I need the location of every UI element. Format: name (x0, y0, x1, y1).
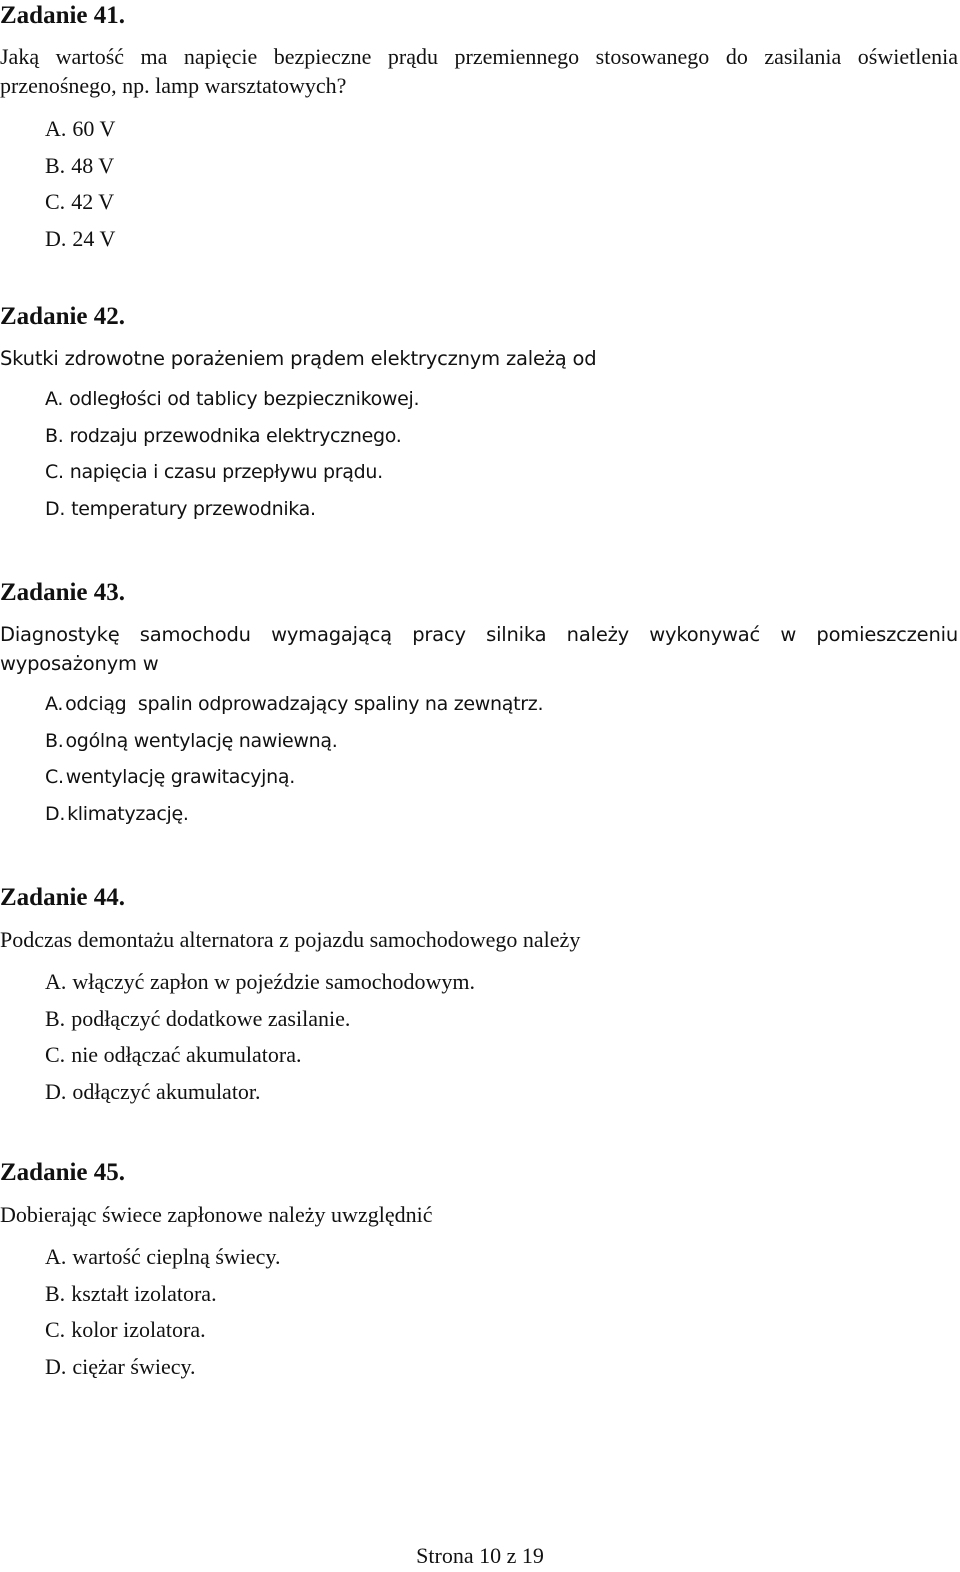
answer-letter: C. (45, 1317, 66, 1343)
answer-text: ciężar świecy. (72, 1353, 196, 1379)
answer-letter: C. (45, 461, 64, 484)
answer-option-b (45, 1006, 958, 1043)
answer-text: temperatury przewodnika. (71, 497, 316, 520)
answer-text: klimatyzację. (67, 802, 189, 825)
answer-option-d (45, 498, 958, 535)
answer-option-d (45, 226, 958, 263)
answer-text: ogólną wentylację nawiewną. (65, 729, 338, 752)
answer-text: 42 V (71, 189, 115, 215)
task-question: Diagnostykę samochodu wymagającą pracy silnika należy wykonywać w pomieszczeniu wyposażonym w (0, 623, 958, 675)
answer-text: kolor izolatora. (71, 1317, 206, 1343)
answer-option-a (45, 969, 958, 1006)
answer-list (45, 388, 958, 534)
answer-letter: C. (45, 766, 64, 789)
task-title: Zadanie 45. (0, 1159, 126, 1186)
answer-letter: B. (45, 152, 66, 178)
answer-letter: C. (45, 1042, 66, 1068)
answer-text: podłączyć dodatkowe zasilanie. (71, 1005, 351, 1031)
task-question: Podczas demontażu alternatora z pojazdu samochodowego należy (0, 927, 581, 952)
page-number: Strona 10 z 19 (416, 1543, 544, 1568)
answer-option-c (45, 461, 958, 498)
answer-option-d (45, 803, 958, 840)
answer-letter: D. (45, 1353, 67, 1379)
answer-option-a (45, 388, 958, 425)
task-question: Jaką wartość ma napięcie bezpieczne prądu przemiennego stosowanego do zasilania oświetlenia przenośnego, np. lamp warsztatowych? (0, 44, 958, 98)
answer-letter: A. (45, 969, 67, 994)
answer-text: wentylację grawitacyjną. (65, 766, 295, 789)
answer-option-a (45, 1244, 958, 1281)
answer-letter: D. (45, 1078, 67, 1104)
answer-option-b (45, 153, 958, 190)
task-42 (0, 302, 958, 534)
answer-list (45, 693, 958, 839)
answer-text: 48 V (71, 152, 115, 178)
answer-option-a (45, 693, 958, 730)
answer-letter: C. (45, 189, 66, 215)
answer-list (45, 1244, 958, 1390)
answer-list (45, 116, 958, 262)
task-44 (0, 883, 958, 1115)
task-title: Zadanie 41. (0, 2, 126, 29)
task-question: Dobierając świece zapłonowe należy uwzględnić (0, 1202, 433, 1227)
answer-text: 60 V (72, 116, 116, 141)
answer-text: 24 V (72, 225, 116, 251)
answer-text: wartość cieplną świecy. (72, 1244, 281, 1269)
answer-option-b (45, 730, 958, 767)
answer-text: odległości od tablicy bezpiecznikowej. (69, 388, 420, 410)
answer-text: rodzaju przewodnika elektrycznego. (69, 424, 402, 447)
answer-letter: A. (45, 1244, 67, 1269)
answer-letter: A. (45, 388, 64, 410)
answer-text: odciąg spalin odprowadzający spaliny na zewnątrz. (65, 693, 544, 715)
answer-text: włączyć zapłon w pojeździe samochodowym. (72, 969, 475, 994)
answer-letter: B. (45, 424, 64, 447)
answer-letter: D. (45, 497, 66, 520)
answer-option-c (45, 1042, 958, 1079)
answer-text: nie odłączać akumulatora. (71, 1042, 302, 1068)
task-question: Skutki zdrowotne porażeniem prądem elektrycznym zależą od (0, 347, 597, 370)
answer-option-b (45, 1281, 958, 1318)
answer-option-d (45, 1079, 958, 1116)
task-45 (0, 1158, 958, 1390)
answer-option-a (45, 116, 958, 153)
answer-letter: B. (45, 1005, 66, 1031)
task-title: Zadanie 42. (0, 303, 126, 330)
answer-list (45, 969, 958, 1115)
answer-option-c (45, 1317, 958, 1354)
task-title: Zadanie 44. (0, 884, 126, 911)
answer-option-b (45, 425, 958, 462)
answer-text: kształt izolatora. (71, 1280, 217, 1306)
answer-option-d (45, 1354, 958, 1391)
answer-letter: D. (45, 802, 66, 825)
answer-letter: A. (45, 693, 64, 715)
answer-letter: B. (45, 1280, 66, 1306)
answer-letter: A. (45, 116, 67, 141)
task-title: Zadanie 43. (0, 579, 126, 606)
task-43 (0, 578, 958, 839)
answer-letter: B. (45, 729, 64, 752)
answer-letter: D. (45, 225, 67, 251)
task-41 (0, 1, 958, 262)
answer-text: napięcia i czasu przepływu prądu. (69, 461, 383, 484)
answer-text: odłączyć akumulator. (72, 1078, 261, 1104)
answer-option-c (45, 766, 958, 803)
answer-option-c (45, 189, 958, 226)
